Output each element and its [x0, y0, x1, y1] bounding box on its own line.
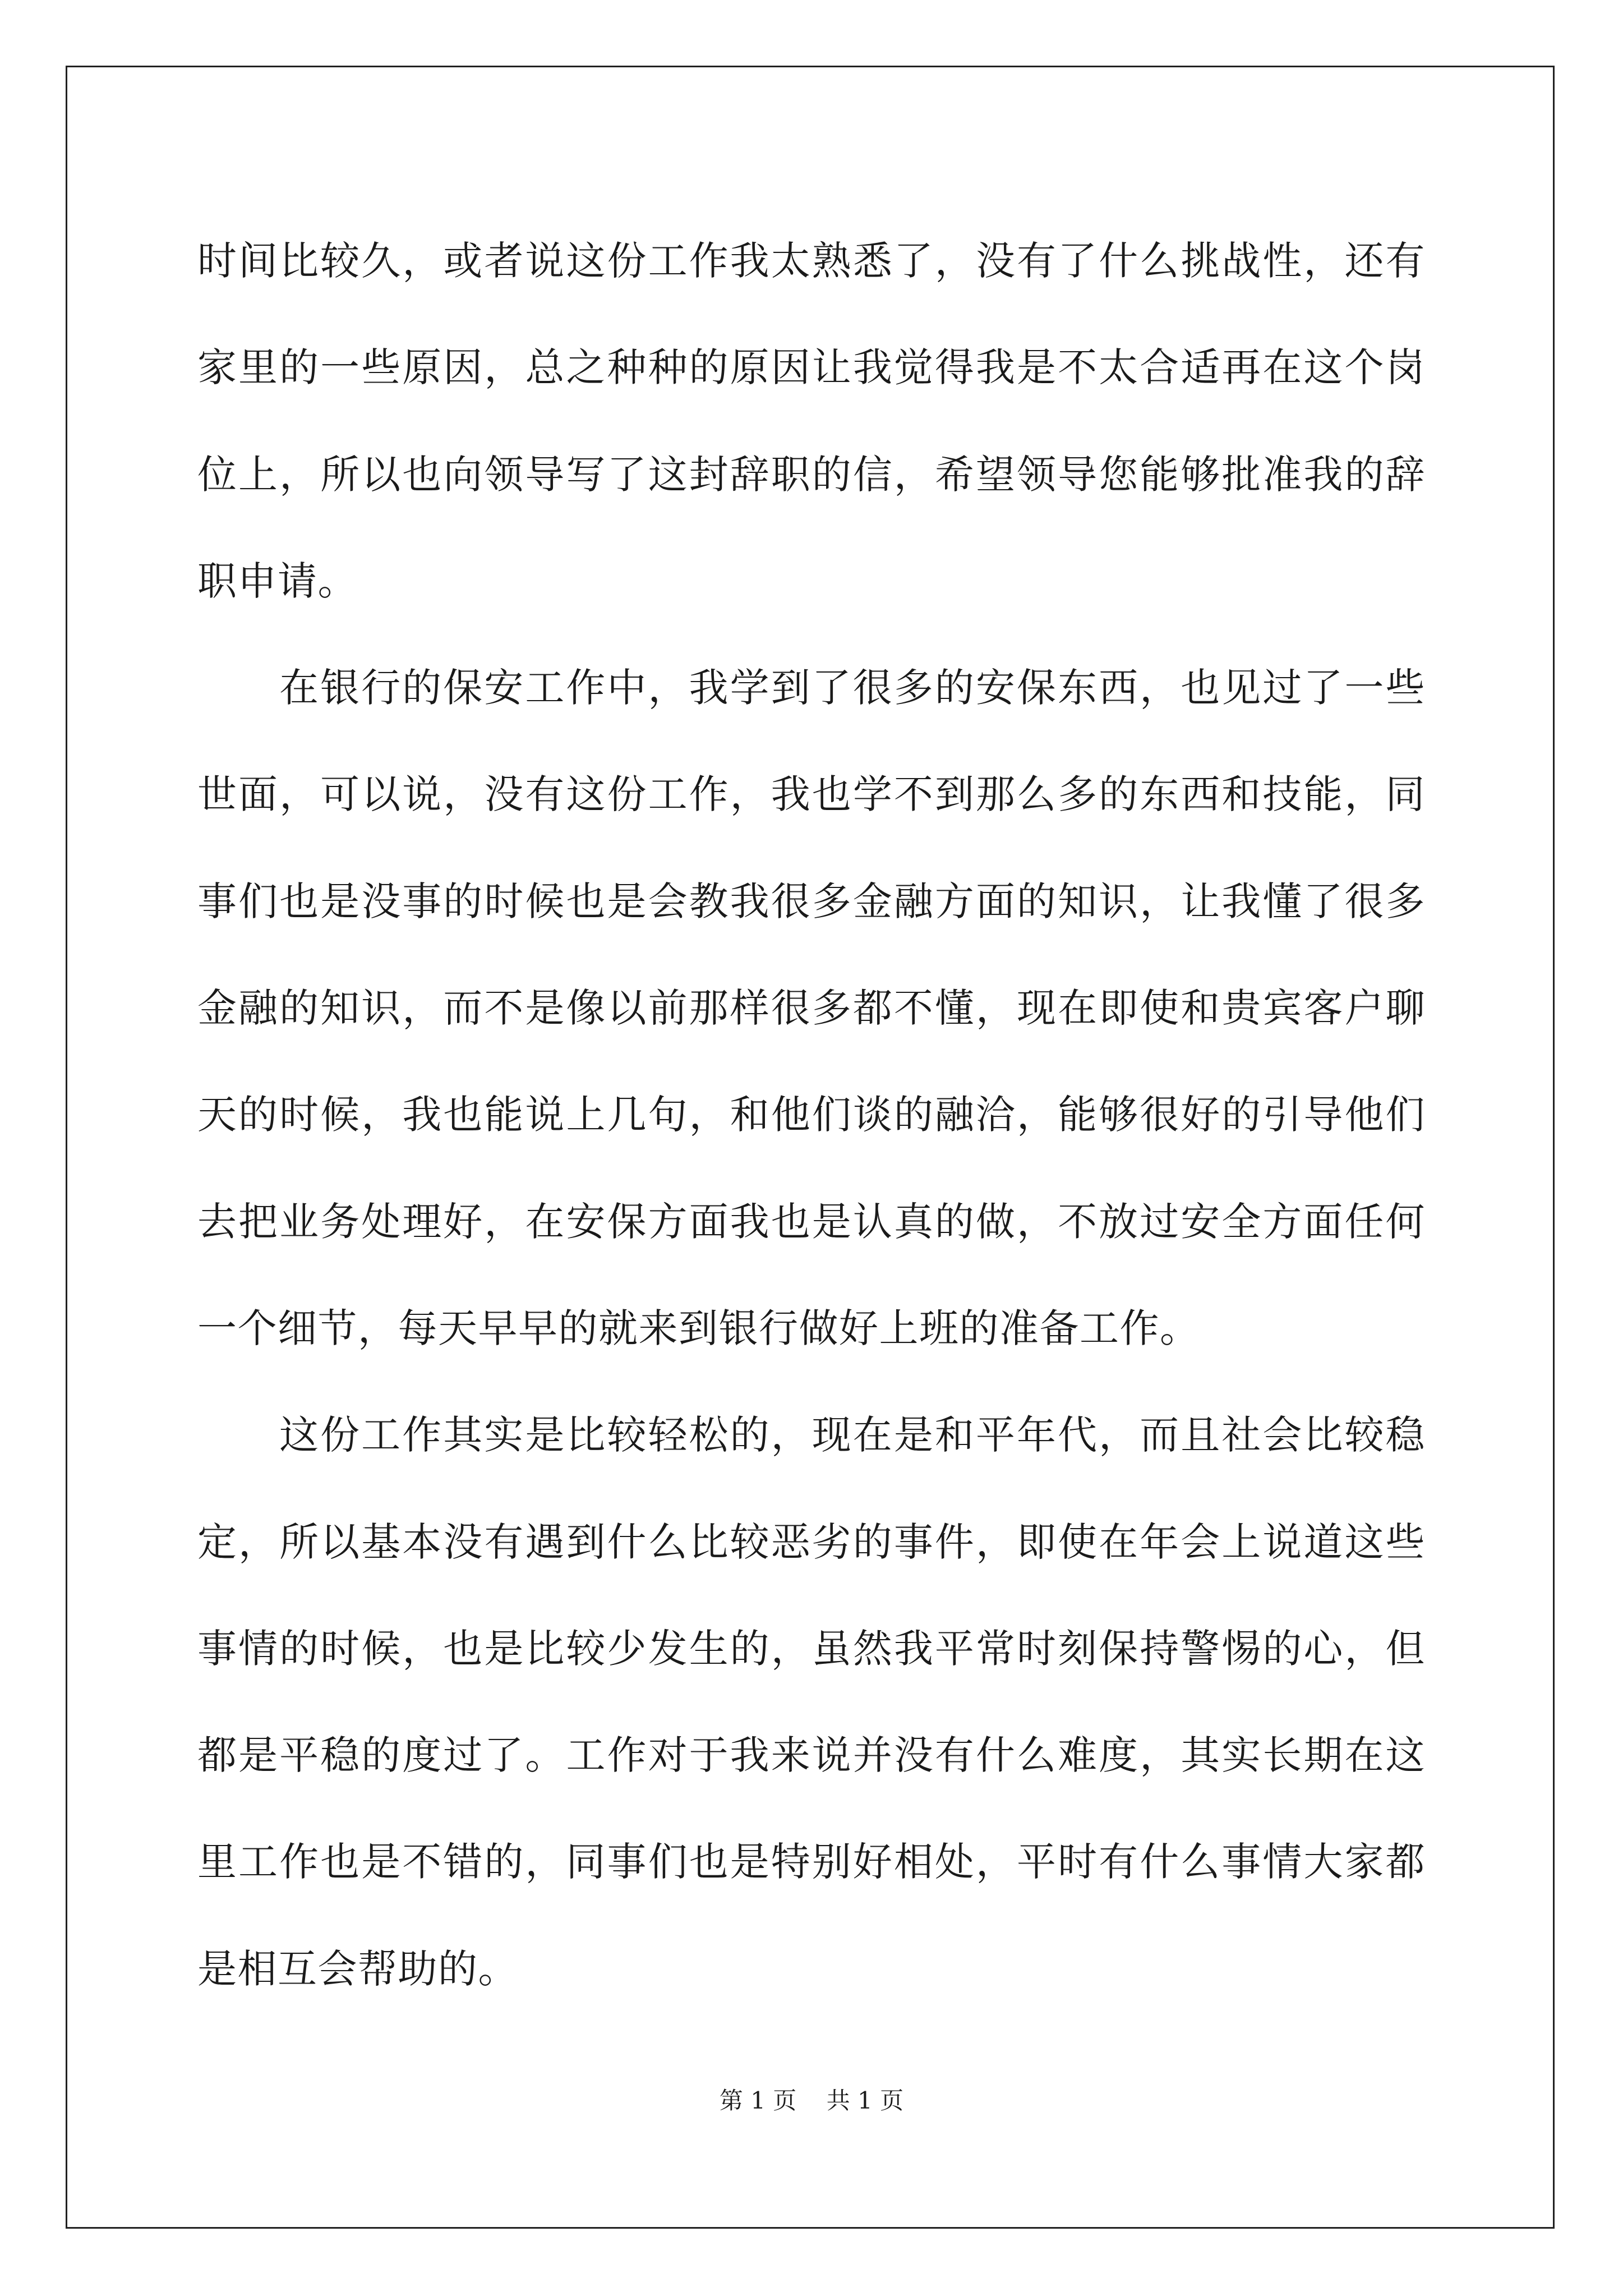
paragraph-3: 这份工作其实是比较轻松的，现在是和平年代，而且社会比较稳定，所以基本没有遇到什么比较恶劣的事件，即使在年会上说道这些事情的时候，也是比较少发生的，虽然我平常时刻保持警惕的心，但都是平稳的度过了。工作对于我来说并没有什么难度，其实长期在这里工作也是不错的，同事们也是特别好相处，平时有什么事情大家都是相互会帮助的。	[197, 1412, 1426, 1992]
document-body	[197, 208, 1426, 2022]
paragraph-1: 时间比较久，或者说这份工作我太熟悉了，没有了什么挑战性，还有家里的一些原因，总之种种的原因让我觉得我是不太合适再在这个岗位上，所以也向领导写了这封辞职的信，希望领导您能够批准我的辞职申请。	[197, 238, 1426, 604]
page-footer	[0, 2084, 1623, 2118]
page-number: 第 1 页 共 1 页	[719, 2087, 904, 2114]
paragraph-2: 在银行的保安工作中，我学到了很多的安保东西，也见过了一些世面，可以说，没有这份工作，我也学不到那么多的东西和技能，同事们也是没事的时候也是会教我很多金融方面的知识，让我懂了很多金融的知识，而不是像以前那样很多都不懂，现在即使和贵宾客户聊天的时候，我也能说上几句，和他们谈的融洽，能够很好的引导他们去把业务处理好，在安保方面我也是认真的做，不放过安全方面任何一个细节，每天早早的就来到银行做好上班的准备工作。	[197, 665, 1426, 1351]
